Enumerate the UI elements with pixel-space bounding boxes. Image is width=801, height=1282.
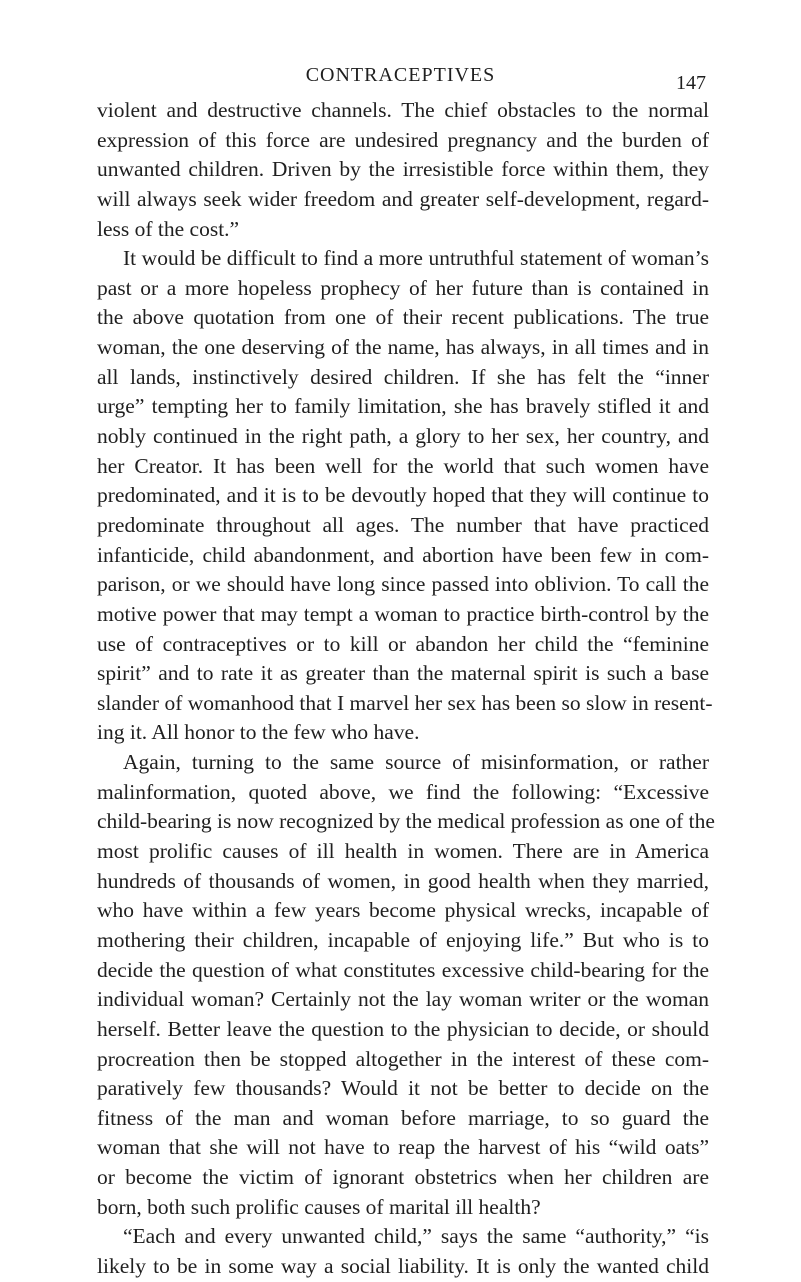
text-line: predominate throughout all ages. The number that have practiced	[97, 512, 709, 537]
text-line: parison, or we should have long since passed into oblivion. To call the	[97, 572, 709, 597]
text-line: urge” tempting her to family limitation, she has bravely stifled it and	[97, 394, 709, 419]
text-line: decide the question of what constitutes excessive child-bearing for the	[97, 957, 709, 982]
text-line: It would be difficult to find a more untruthful statement of woman’s	[123, 246, 709, 271]
text-line: “Each and every unwanted child,” says the same “authority,” “is	[123, 1224, 709, 1249]
text-line: Again, turning to the same source of misinformation, or rather	[123, 750, 709, 775]
text-line: use of contraceptives or to kill or abandon her child the “feminine	[97, 631, 709, 656]
text-line: procreation then be stopped altogether in the interest of these com-	[97, 1046, 709, 1071]
running-title: CONTRACEPTIVES	[305, 64, 496, 86]
text-line: her Creator. It has been well for the world that such women have	[97, 453, 709, 478]
text-line: predominated, and it is to be devoutly hoped that they will continue to	[97, 483, 709, 508]
text-line: woman, the one deserving of the name, has always, in all times and in	[97, 335, 709, 360]
paragraph	[97, 244, 713, 748]
text-line: past or a more hopeless prophecy of her future than is contained in	[97, 275, 709, 300]
text-line: violent and destructive channels. The chief obstacles to the normal	[97, 98, 709, 122]
text-line: the above quotation from one of their recent publications. The true	[97, 305, 709, 330]
text-line: unwanted children. Driven by the irresistible force within them, they	[97, 157, 709, 182]
text-line: likely to be in some way a social liability. It is only the wanted child	[97, 1253, 709, 1278]
text-line: ing it. All honor to the few who have.	[97, 720, 420, 745]
text-line: herself. Better leave the question to the physician to decide, or should	[97, 1016, 709, 1041]
text-line: woman that she will not have to reap the harvest of his “wild oats”	[97, 1135, 709, 1160]
page-number: 147	[676, 72, 706, 94]
text-line: hundreds of thousands of women, in good health when they married,	[97, 868, 709, 893]
text-line: will always seek wider freedom and greater self-development, regard-	[97, 186, 709, 211]
text-line: slander of womanhood that I marvel her sex has been so slow in resent-	[97, 690, 713, 715]
running-head	[0, 60, 801, 94]
text-line: paratively few thousands? Would it not be better to decide on the	[97, 1076, 709, 1101]
text-line: motive power that may tempt a woman to practice birth-control by the	[97, 601, 709, 626]
paragraph	[97, 96, 709, 244]
text-line: fitness of the man and woman before marriage, to so guard the	[97, 1105, 709, 1130]
text-line: born, both such prolific causes of marital ill health?	[97, 1194, 541, 1219]
text-line: spirit” and to rate it as greater than the maternal spirit is such a base	[97, 661, 709, 686]
paragraph	[97, 748, 715, 1222]
text-line: who have within a few years become physical wrecks, incapable of	[97, 898, 709, 923]
text-line: individual woman? Certainly not the lay woman writer or the woman	[97, 987, 709, 1012]
text-line: less of the cost.”	[97, 216, 240, 241]
text-line: child-bearing is now recognized by the medical profession as one of the	[97, 809, 715, 834]
body-text	[97, 96, 715, 1282]
paragraph	[97, 1222, 709, 1281]
text-line: most prolific causes of ill health in women. There are in America	[97, 839, 709, 864]
text-line: expression of this force are undesired pregnancy and the burden of	[97, 127, 709, 152]
text-line: mothering their children, incapable of enjoying life.” But who is to	[97, 927, 709, 952]
text-line: infanticide, child abandonment, and abortion have been few in com-	[97, 542, 709, 567]
text-line: all lands, instinctively desired children. If she has felt the “inner	[97, 364, 709, 389]
text-line: malinformation, quoted above, we find the following: “Excessive	[97, 779, 709, 804]
text-line: or become the victim of ignorant obstetrics when her children are	[97, 1165, 709, 1190]
text-line: nobly continued in the right path, a glory to her sex, her country, and	[97, 424, 709, 449]
